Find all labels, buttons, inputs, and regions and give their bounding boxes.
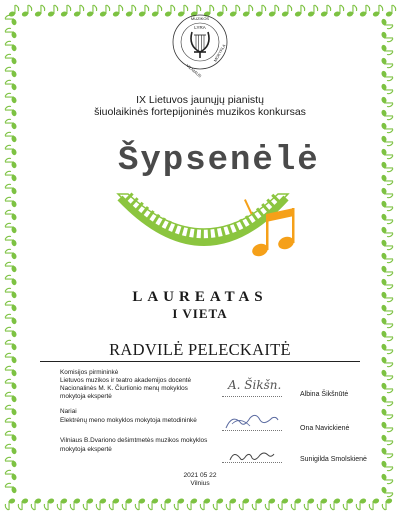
border-note-icon <box>5 249 17 260</box>
border-note-icon <box>5 145 17 156</box>
award-place: I VIETA <box>172 306 228 321</box>
border-note-icon <box>5 93 17 104</box>
border-note-icon <box>5 444 17 455</box>
border-note-icon <box>381 252 393 263</box>
border-note-icon <box>278 498 289 510</box>
chair-signature-line <box>222 396 282 397</box>
border-note-icon <box>229 5 240 17</box>
border-note-icon <box>381 148 393 159</box>
border-note-icon <box>330 498 341 510</box>
border-note-icon <box>381 187 393 198</box>
border-note-icon <box>346 5 357 17</box>
border-note-icon <box>96 498 107 510</box>
border-note-icon <box>5 314 17 325</box>
member2-affiliation-1: Vilniaus B.Dvariono dešimtmetės muzikos mokyklos <box>60 437 208 444</box>
border-note-icon <box>47 5 58 17</box>
border-note-icon <box>5 366 17 377</box>
border-note-icon <box>381 421 393 432</box>
chair-affiliation-3: mokytoja ekspertė <box>60 393 112 400</box>
border-note-icon <box>381 330 393 341</box>
border-note-icon <box>381 408 393 419</box>
border-note-icon <box>161 498 172 510</box>
border-note-icon <box>291 498 302 510</box>
member1-name: Ona Navickienė <box>300 425 350 432</box>
border-note-icon <box>57 498 68 510</box>
chair-affiliation-2: Nacionalinės M. K. Čiurlionio menų mokyklos <box>60 385 188 392</box>
member2-name: Sunigilda Smolskienė <box>300 456 367 463</box>
border-note-icon <box>5 431 17 442</box>
border-note-icon <box>381 395 393 406</box>
border-note-icon <box>5 158 17 169</box>
members-label: Nariai <box>60 408 77 415</box>
logo-arc-right: MOKYKLA <box>212 43 227 63</box>
border-note-icon <box>5 340 17 351</box>
border-note-icon <box>213 498 224 510</box>
border-note-icon <box>255 5 266 17</box>
border-note-icon <box>381 369 393 380</box>
border-note-icon <box>381 213 393 224</box>
piano-keys-smile <box>118 194 288 243</box>
border-note-icon <box>5 379 17 390</box>
border-note-icon <box>265 498 276 510</box>
border-note-icon <box>99 5 110 17</box>
member1-affiliation: Elektrėnų meno mokyklos mokytoja metodininkė <box>60 417 197 424</box>
lyre-icon <box>191 32 209 58</box>
border-note-icon <box>5 41 17 52</box>
border-note-icon <box>317 498 328 510</box>
border-note-icon <box>5 288 17 299</box>
border-note-icon <box>5 327 17 338</box>
border-note-icon <box>112 5 123 17</box>
border-note-icon <box>304 498 315 510</box>
border-note-icon <box>5 184 17 195</box>
border-note-icon <box>369 498 380 510</box>
border-note-icon <box>5 106 17 117</box>
border-note-icon <box>31 498 42 510</box>
border-note-icon <box>148 498 159 510</box>
border-note-icon <box>381 226 393 237</box>
border-note-icon <box>356 498 367 510</box>
border-note-icon <box>5 275 17 286</box>
border-note-icon <box>226 498 237 510</box>
competition-title-line1: IX Lietuvos jaunųjų pianistų <box>136 94 264 106</box>
border-note-icon <box>5 54 17 65</box>
border-note-icon <box>381 382 393 393</box>
border-note-icon <box>5 80 17 91</box>
border-note-icon <box>381 473 393 484</box>
border-note-icon <box>83 498 94 510</box>
border-note-icon <box>381 447 393 458</box>
border-note-icon <box>5 418 17 429</box>
chair-name: Albina Šikšnūtė <box>300 391 349 398</box>
border-note-icon <box>320 5 331 17</box>
diploma-place: Vilnius <box>190 480 210 487</box>
border-note-icon <box>381 109 393 120</box>
border-note-icon <box>21 5 32 17</box>
border-note-icon <box>5 15 17 26</box>
recipient-name: RADVILĖ PELECKAITĖ <box>109 340 291 359</box>
border-note-icon <box>34 5 45 17</box>
border-note-icon <box>5 262 17 273</box>
member2-signature <box>224 446 284 466</box>
border-note-icon <box>5 171 17 182</box>
border-note-icon <box>5 301 17 312</box>
border-note-icon <box>381 96 393 107</box>
border-note-icon <box>5 457 17 468</box>
border-note-icon <box>5 223 17 234</box>
border-note-icon <box>372 5 383 17</box>
border-note-icon <box>307 5 318 17</box>
border-note-icon <box>5 210 17 221</box>
border-note-icon <box>381 304 393 315</box>
border-note-icon <box>5 197 17 208</box>
border-note-icon <box>5 119 17 130</box>
border-note-icon <box>381 18 393 29</box>
border-note-icon <box>281 5 292 17</box>
border-note-icon <box>138 5 149 17</box>
border-note-icon <box>70 498 81 510</box>
border-note-icon <box>381 356 393 367</box>
border-note-icon <box>381 265 393 276</box>
logo-arc-top: MUZIKOS <box>190 16 210 21</box>
border-note-icon <box>5 498 16 510</box>
border-note-icon <box>381 83 393 94</box>
border-note-icon <box>60 5 71 17</box>
border-note-icon <box>381 44 393 55</box>
border-note-icon <box>381 434 393 445</box>
border-note-icon <box>5 483 17 494</box>
border-note-icon <box>174 498 185 510</box>
border-note-icon <box>187 498 198 510</box>
border-note-icon <box>73 5 84 17</box>
diploma-date: 2021 05 22 <box>183 472 217 479</box>
award-title: LAUREATAS <box>132 289 268 305</box>
border-note-icon <box>381 135 393 146</box>
border-note-icon <box>239 498 250 510</box>
border-note-icon <box>359 5 370 17</box>
border-note-icon <box>5 405 17 416</box>
logo-arc-left: VILNIAUS <box>185 62 203 79</box>
member1-signature-line <box>222 430 282 431</box>
border-note-icon <box>381 200 393 211</box>
border-note-icon <box>343 498 354 510</box>
name-underline <box>40 361 360 362</box>
border-note-icon <box>109 498 120 510</box>
border-note-icon <box>18 498 29 510</box>
border-note-icon <box>5 67 17 78</box>
brand-wordmark: Šypsenėlė <box>118 142 320 180</box>
border-note-icon <box>200 498 211 510</box>
border-note-icon <box>5 470 17 481</box>
chair-signature: A. Šikšn. <box>228 378 282 392</box>
chair-affiliation-1: Lietuvos muzikos ir teatro akademijos docentė <box>60 377 192 384</box>
border-note-icon <box>5 236 17 247</box>
border-note-icon <box>381 278 393 289</box>
border-note-icon <box>381 239 393 250</box>
logo-center-text: LYRA <box>194 25 206 30</box>
border-note-icon <box>381 31 393 42</box>
competition-title-line2: šiuolaikinės fortepijoninės muzikos konkursas <box>94 106 306 118</box>
border-note-icon <box>381 174 393 185</box>
border-note-icon <box>268 5 279 17</box>
border-note-icon <box>382 498 393 510</box>
border-note-icon <box>242 5 253 17</box>
chair-role: Komisijos pirmininkė <box>60 369 119 376</box>
school-logo <box>172 14 228 79</box>
border-note-icon <box>381 460 393 471</box>
border-note-icon <box>381 343 393 354</box>
border-note-icon <box>125 5 136 17</box>
border-note-icon <box>5 132 17 143</box>
border-note-icon <box>5 392 17 403</box>
border-note-icon <box>333 5 344 17</box>
border-note-icon <box>381 122 393 133</box>
border-note-icon <box>5 28 17 39</box>
border-note-icon <box>122 498 133 510</box>
member2-signature-line <box>222 462 282 463</box>
border-note-icon <box>135 498 146 510</box>
member2-affiliation-2: mokytoja ekspertė <box>60 446 112 453</box>
border-note-icon <box>86 5 97 17</box>
border-note-icon <box>381 317 393 328</box>
border-note-icon <box>44 498 55 510</box>
border-note-icon <box>252 498 263 510</box>
border-note-icon <box>151 5 162 17</box>
border-note-icon <box>381 57 393 68</box>
border-note-icon <box>381 291 393 302</box>
border-note-icon <box>294 5 305 17</box>
border-note-icon <box>385 5 396 17</box>
border-note-icon <box>5 353 17 364</box>
border-note-icon <box>381 486 393 497</box>
border-note-icon <box>381 161 393 172</box>
border-note-icon <box>381 70 393 81</box>
